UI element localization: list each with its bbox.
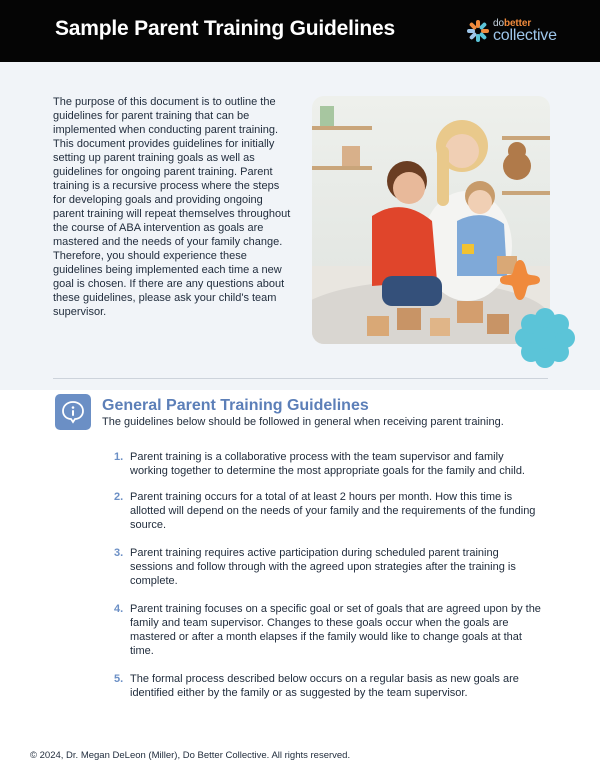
section-divider (53, 378, 548, 379)
list-item (114, 450, 544, 478)
item-text: Parent training focuses on a specific goal or set of goals that are agreed upon by the family and team supervisor. Changes to these goals occur when the goals are mastered or after a month elapses if the family would like to change goals at that time. (130, 603, 541, 657)
logo-wordmark: collective (493, 27, 557, 44)
info-icon-badge (55, 394, 91, 430)
intro-paragraph: The purpose of this document is to outline the guidelines for parent training that can be implemented when conducting parent training. This document provides guidelines for initially setting up parent training goals as well as guidelines for ongoing parent training. Parent training is a recursive process where the steps for developing goals and providing ongoing parent training will repeat themselves throughout the course of ABA intervention as goals are mastered and the needs of your family change. Therefore, you should experience these guidelines being implemented each time a new goal is chosen. If there are any questions about these guidelines, please ask your child's team supervisor. (53, 96, 291, 318)
list-item (114, 490, 544, 532)
brand-logo (466, 16, 576, 48)
item-number: 1. (114, 451, 124, 463)
orange-cross-decoration (496, 256, 544, 304)
list-item (114, 602, 544, 658)
section-subtitle: The guidelines below should be followed in general when receiving parent training. (102, 416, 504, 428)
section-title: General Parent Training Guidelines (102, 397, 369, 414)
info-icon (61, 400, 85, 424)
item-number: 5. (114, 673, 124, 685)
starburst-logo-icon (466, 18, 490, 44)
guidelines-list (114, 450, 544, 714)
teal-flower-decoration (512, 306, 578, 370)
item-number: 2. (114, 491, 124, 503)
logo-small-text: dobetter (493, 18, 532, 29)
item-number: 4. (114, 603, 124, 615)
item-text: The formal process described below occurs on a regular basis as new goals are identified either by the family or as suggested by the team supervisor. (130, 673, 519, 699)
page-header (0, 0, 600, 62)
item-number: 3. (114, 547, 124, 559)
item-text: Parent training occurs for a total of at least 2 hours per month. How this time is allotted will depend on the needs of your family and the requirements of the funding source. (130, 491, 536, 531)
list-item (114, 672, 544, 700)
copyright-footer: © 2024, Dr. Megan DeLeon (Miller), Do Better Collective. All rights reserved. (30, 750, 351, 761)
item-text: Parent training requires active participation during scheduled parent training sessions and follow through with the agreed upon strategies after the training is complete. (130, 547, 516, 587)
item-text: Parent training is a collaborative process with the team supervisor and family working together to determine the most appropriate goals for the family and child. (130, 451, 525, 477)
page-title: Sample Parent Training Guidelines (55, 17, 395, 40)
list-item (114, 546, 544, 588)
